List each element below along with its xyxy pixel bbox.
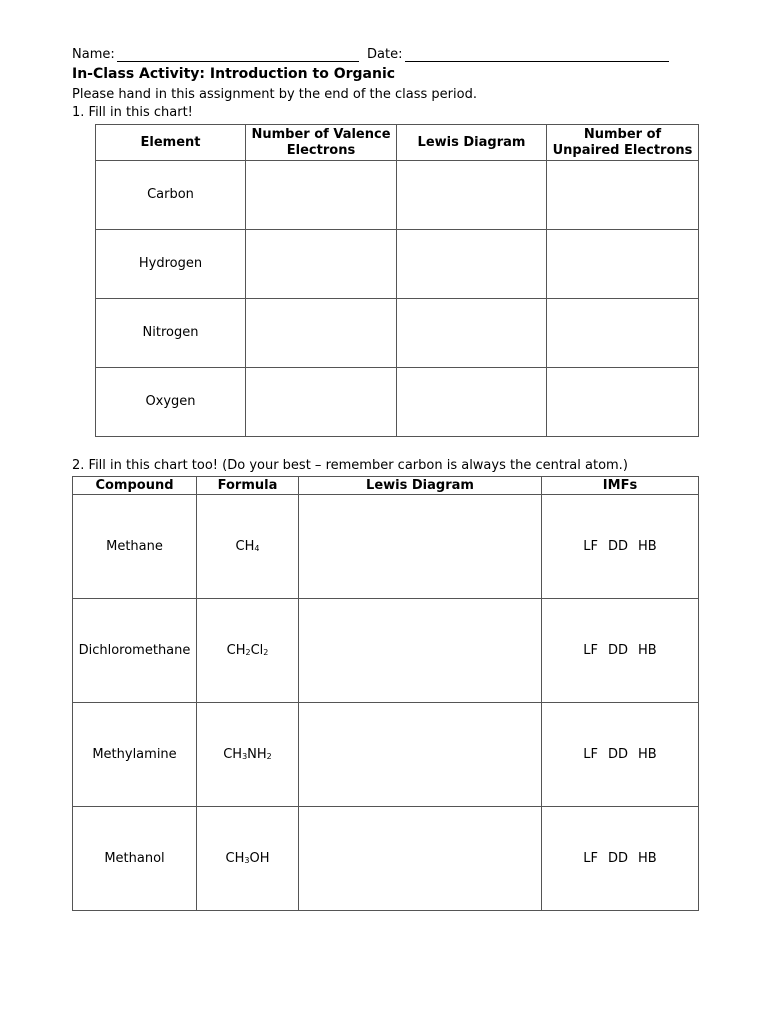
imfs-cell	[542, 599, 699, 703]
formula-subscript: 3	[244, 855, 250, 865]
element-row	[96, 230, 699, 299]
imfs-cell	[542, 703, 699, 807]
imf-option-dd[interactable]: DD	[608, 642, 629, 658]
compound-name-cell: Methylamine	[73, 703, 197, 807]
imf-option-hb[interactable]: HB	[638, 746, 657, 762]
element-row	[96, 161, 699, 230]
element-table	[95, 124, 699, 437]
q1-prompt: 1. Fill in this chart!	[72, 105, 193, 120]
lewis-diagram-cell[interactable]	[299, 495, 542, 599]
formula-subscript: 3	[242, 751, 248, 761]
compound-name-cell: Methanol	[73, 807, 197, 911]
element-name-cell: Oxygen	[96, 368, 246, 437]
formula-subscript: 2	[263, 647, 269, 657]
formula-subscript: 2	[266, 751, 272, 761]
compound-table-header	[73, 477, 699, 495]
compound-name-cell: Methane	[73, 495, 197, 599]
compound-row	[73, 495, 699, 599]
date-field[interactable]	[405, 61, 669, 62]
element-name-cell: Nitrogen	[96, 299, 246, 368]
formula-text: CH	[225, 850, 245, 866]
col-element-header: Element	[96, 125, 246, 161]
valence-cell[interactable]	[246, 230, 397, 299]
formula-cell	[197, 495, 299, 599]
formula-text: CH	[226, 642, 246, 658]
lewis-diagram-cell[interactable]	[299, 703, 542, 807]
unpaired-cell[interactable]	[547, 230, 699, 299]
element-name-cell: Hydrogen	[96, 230, 246, 299]
q2-prompt: 2. Fill in this chart too! (Do your best – remember carbon is always the central atom.)	[72, 458, 628, 473]
formula-text: NH	[247, 746, 267, 762]
element-row	[96, 368, 699, 437]
formula-text: CH	[223, 746, 243, 762]
formula-cell	[197, 599, 299, 703]
lewis-diagram-cell[interactable]	[397, 299, 547, 368]
col-compound-header: Compound	[73, 477, 197, 495]
lewis-diagram-cell[interactable]	[299, 807, 542, 911]
col-lewis-header: Lewis Diagram	[397, 125, 547, 161]
unpaired-cell[interactable]	[547, 161, 699, 230]
imf-option-lf[interactable]: LF	[583, 746, 598, 762]
imf-option-dd[interactable]: DD	[608, 850, 629, 866]
imf-option-lf[interactable]: LF	[583, 642, 598, 658]
col-imfs-header: IMFs	[542, 477, 699, 495]
col-unpaired-header: Number of Unpaired Electrons	[547, 125, 699, 161]
imf-option-dd[interactable]: DD	[608, 746, 629, 762]
lewis-diagram-cell[interactable]	[397, 368, 547, 437]
unpaired-cell[interactable]	[547, 368, 699, 437]
formula-text: CH	[235, 538, 255, 554]
col-lewis-header: Lewis Diagram	[299, 477, 542, 495]
imfs-cell	[542, 807, 699, 911]
element-row	[96, 299, 699, 368]
compound-table	[72, 476, 699, 911]
imf-option-hb[interactable]: HB	[638, 642, 657, 658]
imf-option-lf[interactable]: LF	[583, 850, 598, 866]
formula-text: OH	[249, 850, 270, 866]
lewis-diagram-cell[interactable]	[397, 161, 547, 230]
formula-subscript: 2	[245, 647, 251, 657]
compound-row	[73, 807, 699, 911]
element-name-cell: Carbon	[96, 161, 246, 230]
formula-text: Cl	[250, 642, 264, 658]
compound-row	[73, 703, 699, 807]
formula-cell	[197, 807, 299, 911]
instructions: Please hand in this assignment by the end of the class period.	[72, 87, 477, 102]
imf-option-dd[interactable]: DD	[608, 538, 629, 554]
name-label: Name:	[72, 47, 115, 62]
col-formula-header: Formula	[197, 477, 299, 495]
imf-option-hb[interactable]: HB	[638, 538, 657, 554]
date-label: Date:	[367, 47, 403, 62]
valence-cell[interactable]	[246, 368, 397, 437]
formula-subscript: 4	[254, 543, 260, 553]
compound-name-cell: Dichloromethane	[73, 599, 197, 703]
imf-option-hb[interactable]: HB	[638, 850, 657, 866]
imf-option-lf[interactable]: LF	[583, 538, 598, 554]
formula-cell	[197, 703, 299, 807]
col-valence-header: Number of Valence Electrons	[246, 125, 397, 161]
page-title: In-Class Activity: Introduction to Organic	[72, 66, 396, 82]
lewis-diagram-cell[interactable]	[299, 599, 542, 703]
imfs-cell	[542, 495, 699, 599]
valence-cell[interactable]	[246, 161, 397, 230]
lewis-diagram-cell[interactable]	[397, 230, 547, 299]
name-field[interactable]	[117, 61, 359, 62]
valence-cell[interactable]	[246, 299, 397, 368]
compound-row	[73, 599, 699, 703]
unpaired-cell[interactable]	[547, 299, 699, 368]
element-table-header	[96, 125, 699, 161]
